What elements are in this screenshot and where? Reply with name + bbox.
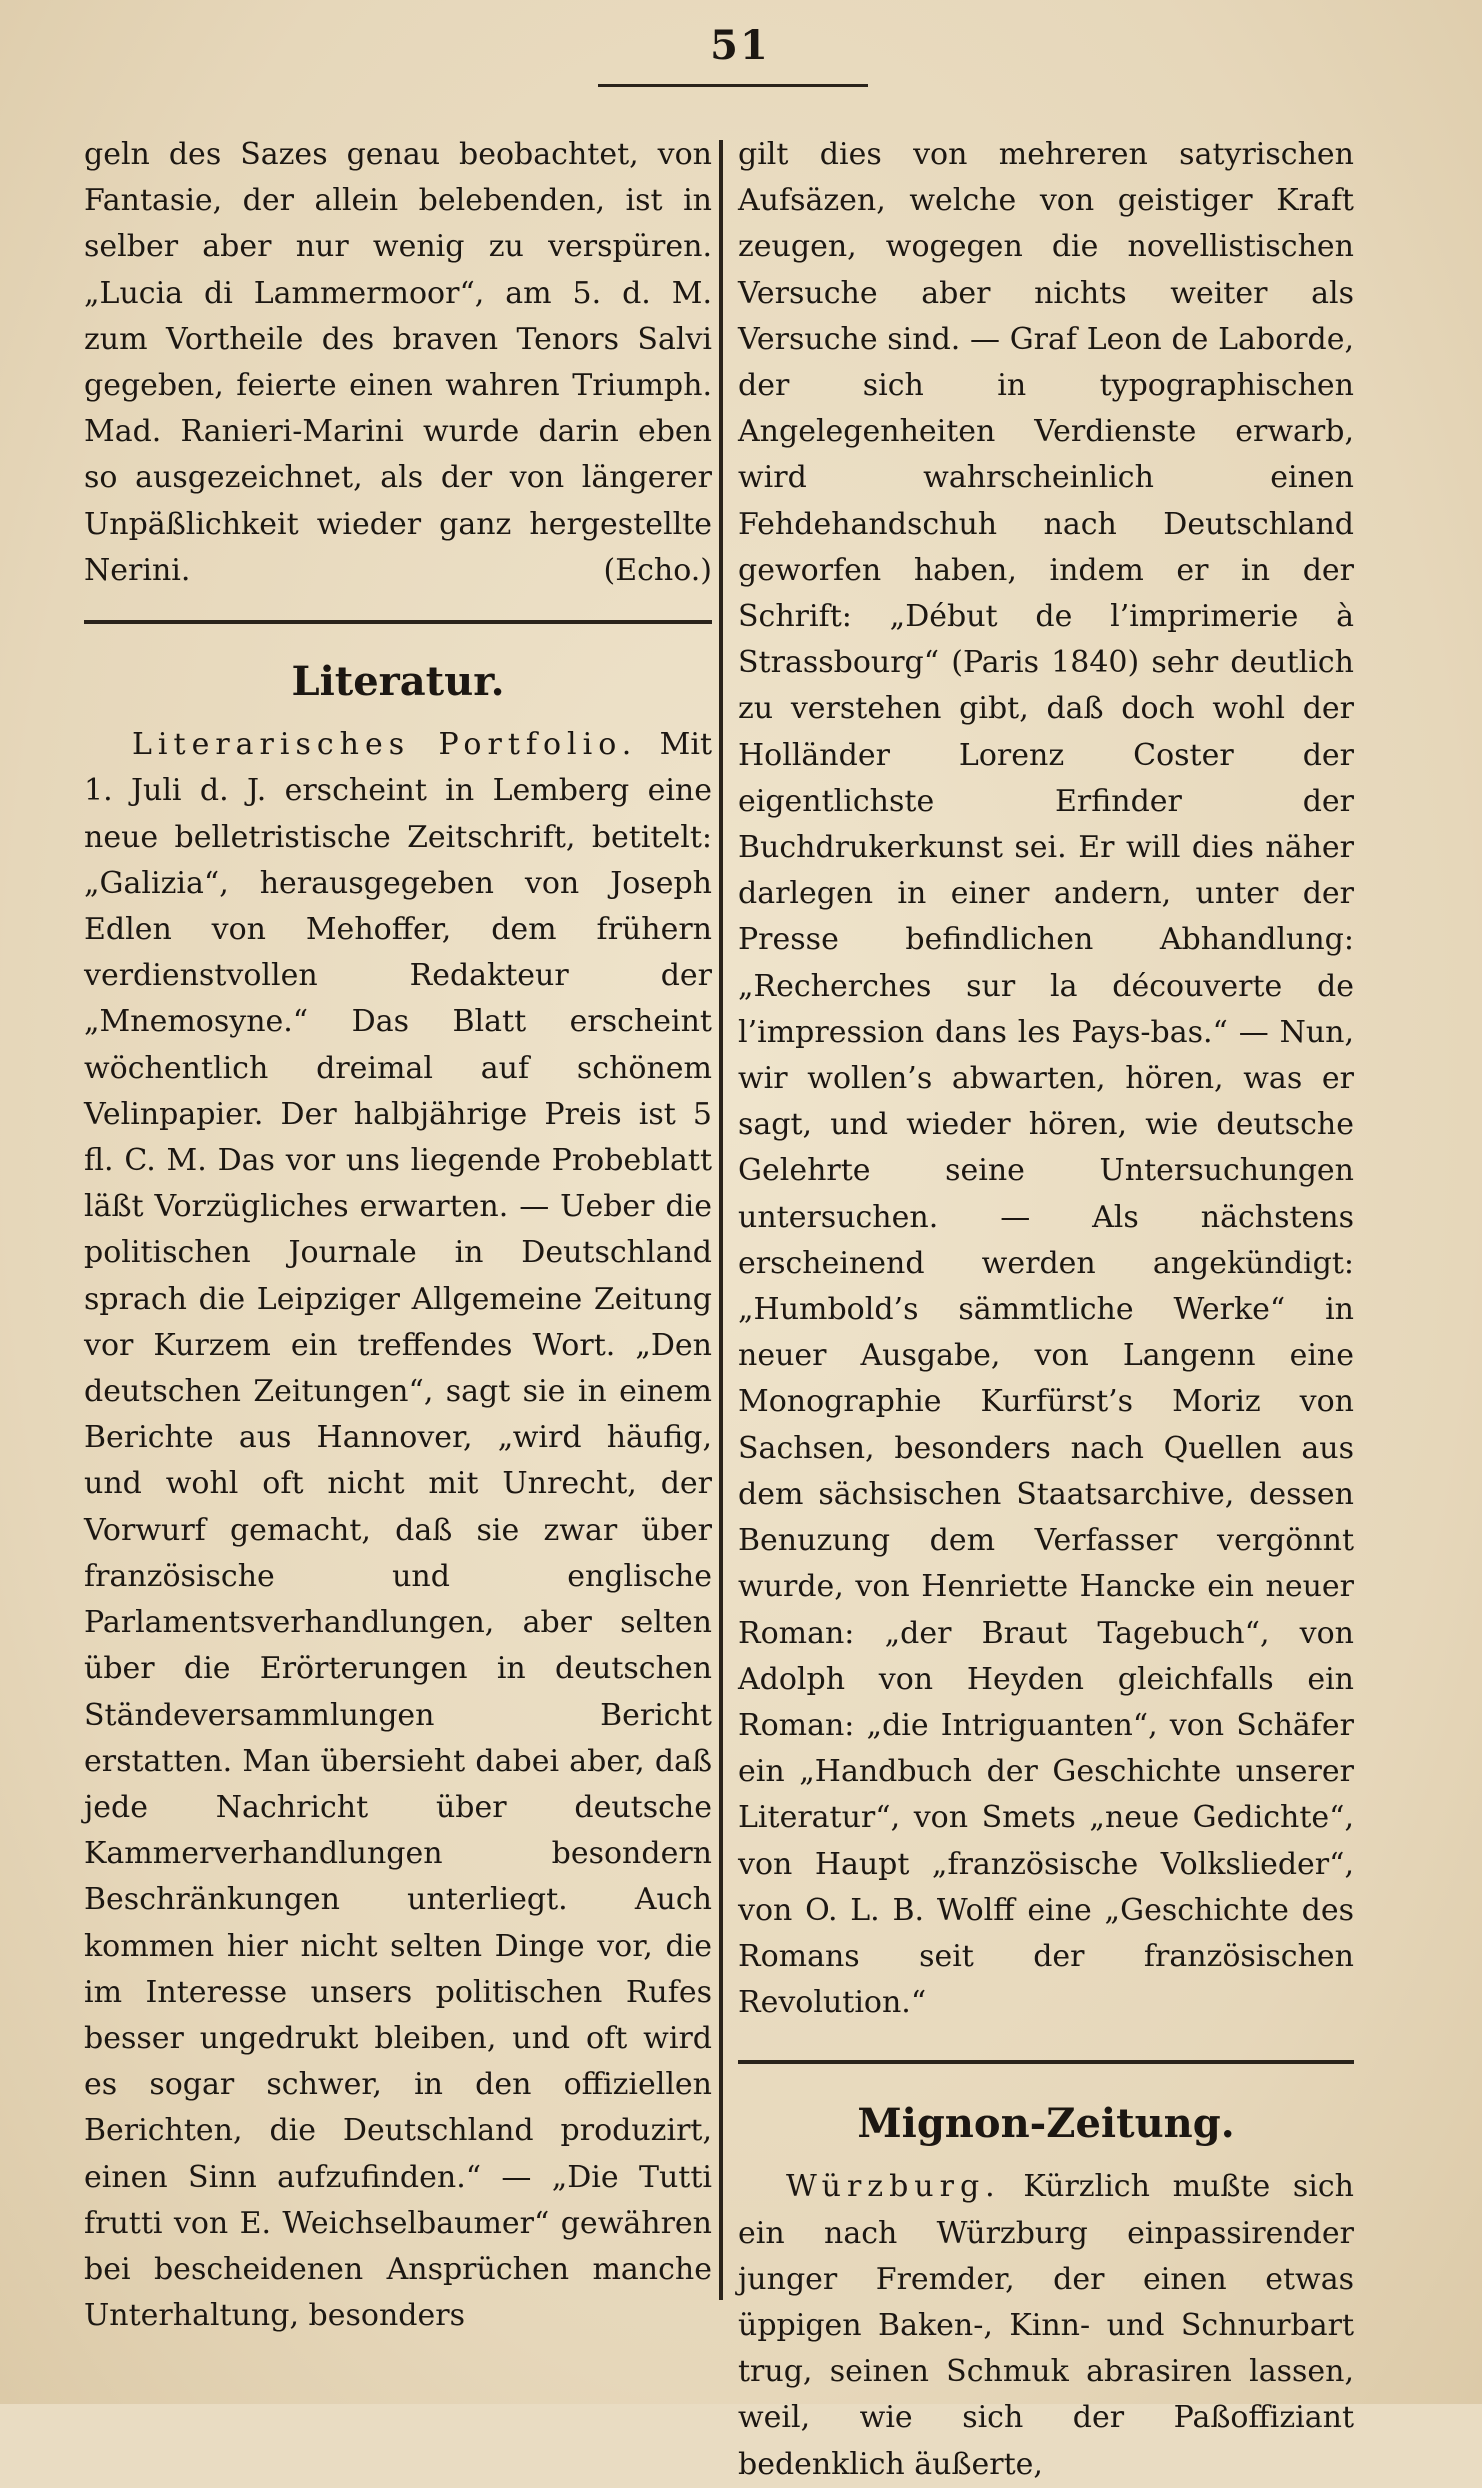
section-rule xyxy=(738,2060,1354,2064)
literature-lead-term: Literarisches Portfolio. xyxy=(132,727,638,763)
page-number: 51 xyxy=(710,22,770,69)
mignon-heading: Mignon-Zeitung. xyxy=(857,2100,1235,2148)
literature-article xyxy=(84,722,712,2339)
mignon-lead-term: Würzburg. xyxy=(786,2169,1001,2205)
section-rule xyxy=(84,620,712,624)
header-rule xyxy=(598,84,868,87)
continuation-paragraph: gilt dies von mehreren satyrischen Aufsäzen, welche von geistiger Kraft zeugen, wogegen die novellistischen Versuche aber nichts weiter als Versuche sind. — Graf Leon de Laborde, der sich in typographischen Angelegenheiten Verdienste erwarb, wird wahrscheinlich einen Fehdehandschuh nach Deutschland geworfen haben, indem er in der Schrift: „Début de l’imprimerie à Strassbourg“ (Paris 1840) sehr deutlich zu verstehen gibt, daß doch wohl der Holländer Lorenz Coster der eigentlichste Erfinder der Buchdrukerkunst sei. Er will dies näher darlegen in einer andern, unter der Presse befindlichen Abhandlung: „Recherches sur la découverte de l’impression dans les Pays-bas.“ — Nun, wir wollen’s abwarten, hören, was er sagt, und wieder hören, wie deutsche Gelehrte seine Untersuchungen untersuchen. — Als nächstens erscheinend werden angekündigt: „Humbold’s sämmtliche Werke“ in neuer Ausgabe, von Langenn eine Monographie Kurfürst’s Moriz von Sachsen, besonders nach Quellen aus dem sächsischen Staatsarchive, dessen Benuzung dem Verfasser vergönnt wurde, von Henriette Hancke ein neuer Roman: „der Braut Tagebuch“, von Adolph von Heyden gleichfalls ein Roman: „die Intriguanten“, von Schäfer ein „Handbuch der Geschichte unserer Literatur“, von Smets „neue Gedichte“, von Haupt „französische Volkslieder“, von O. L. B. Wolff eine „Geschichte des Romans seit der französischen Revolution.“ xyxy=(738,137,1354,2021)
column-divider xyxy=(719,140,723,2300)
left-column xyxy=(84,132,712,2339)
intro-source: (Echo.) xyxy=(603,553,712,589)
literature-paragraph: Mit 1. Juli d. J. erscheint in Lemberg eine neue belletristische Zeitschrift, betitelt: „Galizia“, herausgegeben von Joseph Edlen von Mehoffer, dem frühern verdienstvollen Redakteur der „Mnemosyne.“ Das Blatt erscheint wöchentlich dreimal auf schönem Velinpapier. Der halbjährige Preis ist 5 fl. C. M. Das vor uns liegende Probeblatt läßt Vorzügliches erwarten. — Ueber die politischen Journale in Deutschland sprach die Leipziger Allgemeine Zeitung vor Kurzem ein treffendes Wort. „Den deutschen Zeitungen“, sagt sie in einem Berichte aus Hannover, „wird häufig, und wohl oft nicht mit Unrecht, der Vorwurf gemacht, daß sie zwar über französische und englische Parlamentsverhandlungen, aber selten über die Erörterungen in deutschen Ständeversammlungen Bericht erstatten. Man übersieht dabei aber, daß jede Nachricht über deutsche Kammerverhandlungen besondern Beschränkungen unterliegt. Auch kommen hier nicht selten Dinge vor, die im Interesse unsers politischen Rufes besser ungedrukt bleiben, und oft wird es sogar schwer, in den offiziellen Berichten, die Deutschland produzirt, einen Sinn aufzufinden.“ — „Die Tutti frutti von E. Weichselbaumer“ gewähren bei bescheidenen Ansprüchen manche Unterhaltung, besonders xyxy=(84,727,712,2334)
mignon-article xyxy=(738,2164,1354,2487)
mignon-paragraph: Kürzlich mußte sich ein nach Würzburg einpassirender junger Fremder, der einen etwas üppigen Baken-, Kinn- und Schnurbart trug, seinen Schmuk abrasiren lassen, weil, wie sich der Paßoffiziant bedenklich äußerte, xyxy=(738,2169,1354,2482)
intro-paragraph: geln des Sazes genau beobachtet, von Fantasie, der allein belebenden, ist in selber aber nur wenig zu verspüren. „Lucia di Lammermoor“, am 5. d. M. zum Vortheile des braven Tenors Salvi gegeben, feierte einen wahren Triumph. Mad. Ranieri-Marini wurde darin eben so ausgezeichnet, als der von längerer Unpäßlichkeit wieder ganz hergestellte Nerini. xyxy=(84,137,712,588)
right-column xyxy=(738,132,1354,2488)
literature-heading: Literatur. xyxy=(291,658,505,706)
